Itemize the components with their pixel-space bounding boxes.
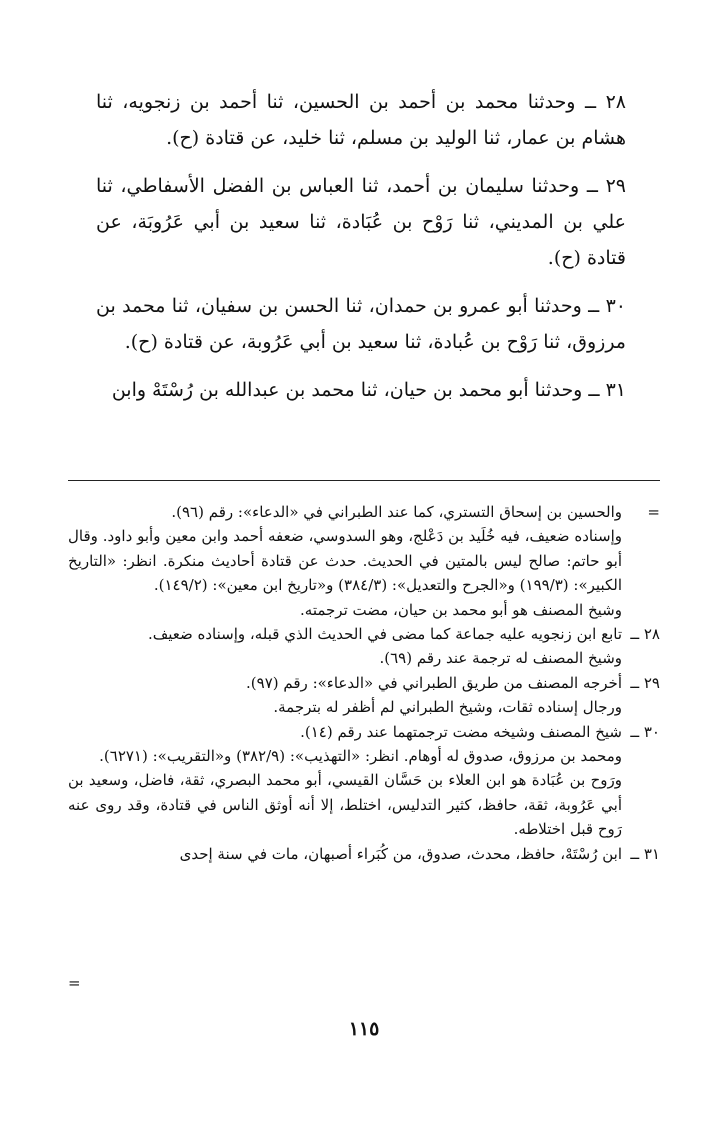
main-text [96,84,626,420]
footnote-marker: ٣٠ ــ [630,722,660,741]
footnote-item [68,768,660,841]
footnote-marker: ٣١ ــ [630,844,660,863]
footnote-item [68,720,660,744]
footnote-item [68,598,660,622]
hadith-28: ٢٨ ــ وحدثنا محمد بن أحمد بن الحسين، ثنا أحمد بن زنجويه، ثنا هشام بن عمار، ثنا الوليد بن مسلم، ثنا خليد، عن قتادة (ح). [96,91,626,149]
footnote-text: تابع ابن زنجويه عليه جماعة كما مضى في الحديث الذي قبله، وإسناده ضعيف. [147,625,622,644]
footnote-item [68,695,660,719]
hadith-31: ٣١ ــ وحدثنا أبو محمد بن حيان، ثنا محمد بن عبدالله بن رُسْتَهْ وابن [111,379,626,401]
footnote-item [68,622,660,646]
footnote-item [68,671,660,695]
footnote-item [68,744,660,768]
hadith-29: ٢٩ ــ وحدثنا سليمان بن أحمد، ثنا العباس بن الفضل الأسفاطي، ثنا علي بن المديني، ثنا رَوْح بن عُبَادة، ثنا سعيد بن أبي عَرُوبَة، عن قتادة (ح). [96,175,626,269]
footnote-text: ابن رُسْتَهْ، حافظ، محدث، صدوق، من كُبَراء أصبهان، مات في سنة إحدى [179,844,622,863]
footnote-text: وإسناده ضعيف، فيه خُلَيد بن دَعْلج، وهو السدوسي، ضعفه أحمد وابن معين وأبو داود. وقال أبو حاتم: صالح ليس بالمتين في الحديث. حدث عن قتادة أحاديث منكرة. انظر: «التاريخ الكبير»: (١٩٩/٣) و«الجرح والتعديل»: (٣٨٤/٣) و«تاريخ ابن معين»: (١٤٩/٢). [68,527,622,595]
hadith-30: ٣٠ ــ وحدثنا أبو عمرو بن حمدان، ثنا الحسن بن سفيان، ثنا محمد بن مرزوق، ثنا رَوْح بن عُبادة، ثنا سعيد بن أبي عَرُوبة، عن قتادة (ح). [96,295,626,353]
footnotes [68,500,660,866]
footnote-text: وشيخ المصنف هو أبو محمد بن حيان، مضت ترجمته. [300,600,622,619]
footnote-text: والحسين بن إسحاق التستري، كما عند الطبراني في «الدعاء»: رقم (٩٦). [171,503,622,521]
footnote-text: ورجال إسناده ثقات، وشيخ الطبراني لم أظفر له بترجمة. [273,698,622,717]
footnote-item [68,500,660,524]
footnote-item [68,842,660,866]
page-number: ١١٥ [348,1018,380,1040]
footnote-marker: = [647,503,660,521]
footnote-marker: ٢٩ ــ [630,673,660,692]
footnote-text: ومحمد بن مرزوق، صدوق له أوهام. انظر: «التهذيب»: (٣٨٢/٩) و«التقريب»: (٦٢٧١). [99,747,622,766]
footnote-text: ورَوح بن عُبَادة هو ابن العلاء بن حَسَّان القيسي، أبو محمد البصري، ثقة، فاضل، وسعيد بن أبي عَرُوبة، ثقة، حافظ، كثير التدليس، اختلط، إلا أنه أوثق الناس في قتادة، وقد روى عنه رَوح قبل اختلاطه. [68,771,622,839]
footnote-divider [68,480,660,481]
footnote-text: شيخ المصنف وشيخه مضت ترجمتهما عند رقم (١٤). [300,722,622,741]
footnote-marker: ٢٨ ــ [630,625,660,644]
continuation-mark: = [68,974,81,992]
footnote-text: أخرجه المصنف من طريق الطبراني في «الدعاء»: رقم (٩٧). [246,673,622,692]
footnote-item [68,646,660,670]
footnote-item [68,524,660,597]
footnote-text: وشيخ المصنف له ترجمة عند رقم (٦٩). [379,649,622,668]
